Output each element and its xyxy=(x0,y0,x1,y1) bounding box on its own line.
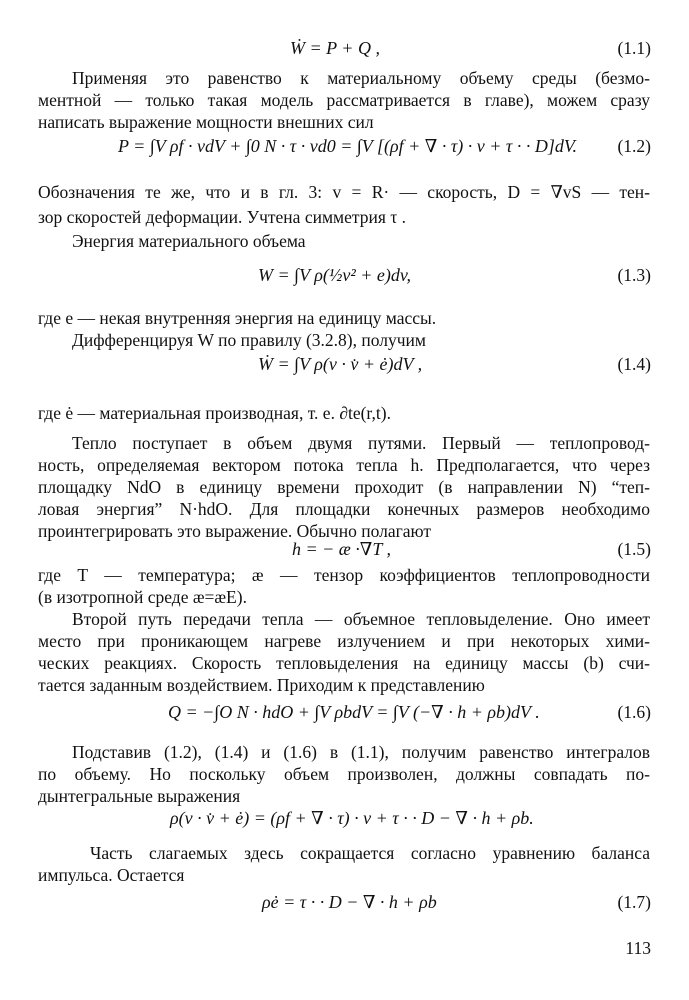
paragraph-line: проинтегрировать это выражение. Обычно полагают xyxy=(38,521,432,541)
paragraph-line: Энергия материального объема xyxy=(72,231,306,251)
page-number: 113 xyxy=(625,938,651,958)
paragraph-line: тается заданным воздействием. Приходим к представлению xyxy=(38,675,485,695)
paragraph-line: место при проникающем нагреве излучением и при некоторых хими- xyxy=(38,631,650,651)
paragraph-line: ловая энергия” N·hdO. Для площадки конечных размеров необходимо xyxy=(38,499,650,519)
paragraph-line: площадку NdO в единицу времени проходит (в направлении N) “теп- xyxy=(38,477,650,497)
equation-1-5: h = − æ ·∇T , xyxy=(292,539,392,559)
paragraph-line: ментной — только такая модель рассматривается в главе), можем сразу xyxy=(38,90,650,110)
paragraph-line: где T — температура; æ — тензор коэффициентов теплопроводности xyxy=(38,565,650,585)
paragraph-line: Подставив (1.2), (1.4) и (1.6) в (1.1), получим равенство интегралов xyxy=(72,742,650,762)
paragraph-line: по объему. Но поскольку объем произволен, должны совпадать по- xyxy=(38,764,650,784)
paragraph-line: Второй путь передачи тепла — объемное тепловыделение. Оно имеет xyxy=(72,609,650,629)
paragraph-line: зор скоростей деформации. Учтена симметрия τ . xyxy=(38,207,407,227)
equation-number: (1.6) xyxy=(617,702,651,722)
paragraph-line: где ė — материальная производная, т. е. ∂te(r,t). xyxy=(38,403,391,423)
paragraph-line: дынтегральные выражения xyxy=(38,786,241,806)
paragraph-line: Дифференцируя W по правилу (3.2.8), получим xyxy=(72,330,426,350)
paragraph-line: импульса. Остается xyxy=(38,865,185,885)
paragraph-line: написать выражение мощности внешних сил xyxy=(38,112,374,132)
equation-1-3: W = ∫V ρ(½v² + e)dv, xyxy=(258,265,412,285)
equation-unnumbered: ρ(v · v̇ + ė) = (ρf + ∇ · τ) · v + τ · · D − ∇ · h + ρb. xyxy=(170,808,534,828)
equation-number: (1.5) xyxy=(617,539,651,559)
equation-1-4: Ẇ = ∫V ρ(v · v̇ + ė)dV , xyxy=(258,354,423,374)
paragraph-line: Тепло поступает в объем двумя путями. Первый — теплопровод- xyxy=(72,433,650,453)
equation-1-7: ρė = τ · · D − ∇ · h + ρb xyxy=(262,892,437,912)
equation-number: (1.1) xyxy=(617,38,651,58)
equation-number: (1.7) xyxy=(617,892,651,912)
equation-number: (1.3) xyxy=(617,265,651,285)
equation-1-6: Q = −∫O N · hdO + ∫V ρbdV = ∫V (−∇ · h + ρb)dV . xyxy=(168,702,540,722)
equation-1-2: P = ∫V ρf · vdV + ∫0 N · τ · vd0 = ∫V [(ρf + ∇ · τ) · v + τ · · D]dV. xyxy=(118,136,578,156)
equation-1-1: Ẇ = P + Q , xyxy=(290,38,380,58)
equation-number: (1.2) xyxy=(617,136,651,156)
paragraph-line: где e — некая внутренняя энергия на единицу массы. xyxy=(38,308,437,328)
paragraph-line: ность, определяемая вектором потока тепла h. Предполагается, что через xyxy=(38,455,650,475)
paragraph-line: (в изотропной среде æ=æE). xyxy=(38,587,247,607)
equation-number: (1.4) xyxy=(617,354,651,374)
paragraph-line: ческих реакциях. Скорость тепловыделения на единицу массы (b) счи- xyxy=(38,653,650,673)
paragraph-line: Применяя это равенство к материальному объему среды (безмо- xyxy=(72,68,650,88)
paragraph-line: Часть слагаемых здесь сокращается согласно уравнению баланса xyxy=(90,843,650,863)
paragraph-line: Обозначения те же, что и в гл. 3: v = R· — скорость, D = ∇vS — тен- xyxy=(38,182,650,202)
